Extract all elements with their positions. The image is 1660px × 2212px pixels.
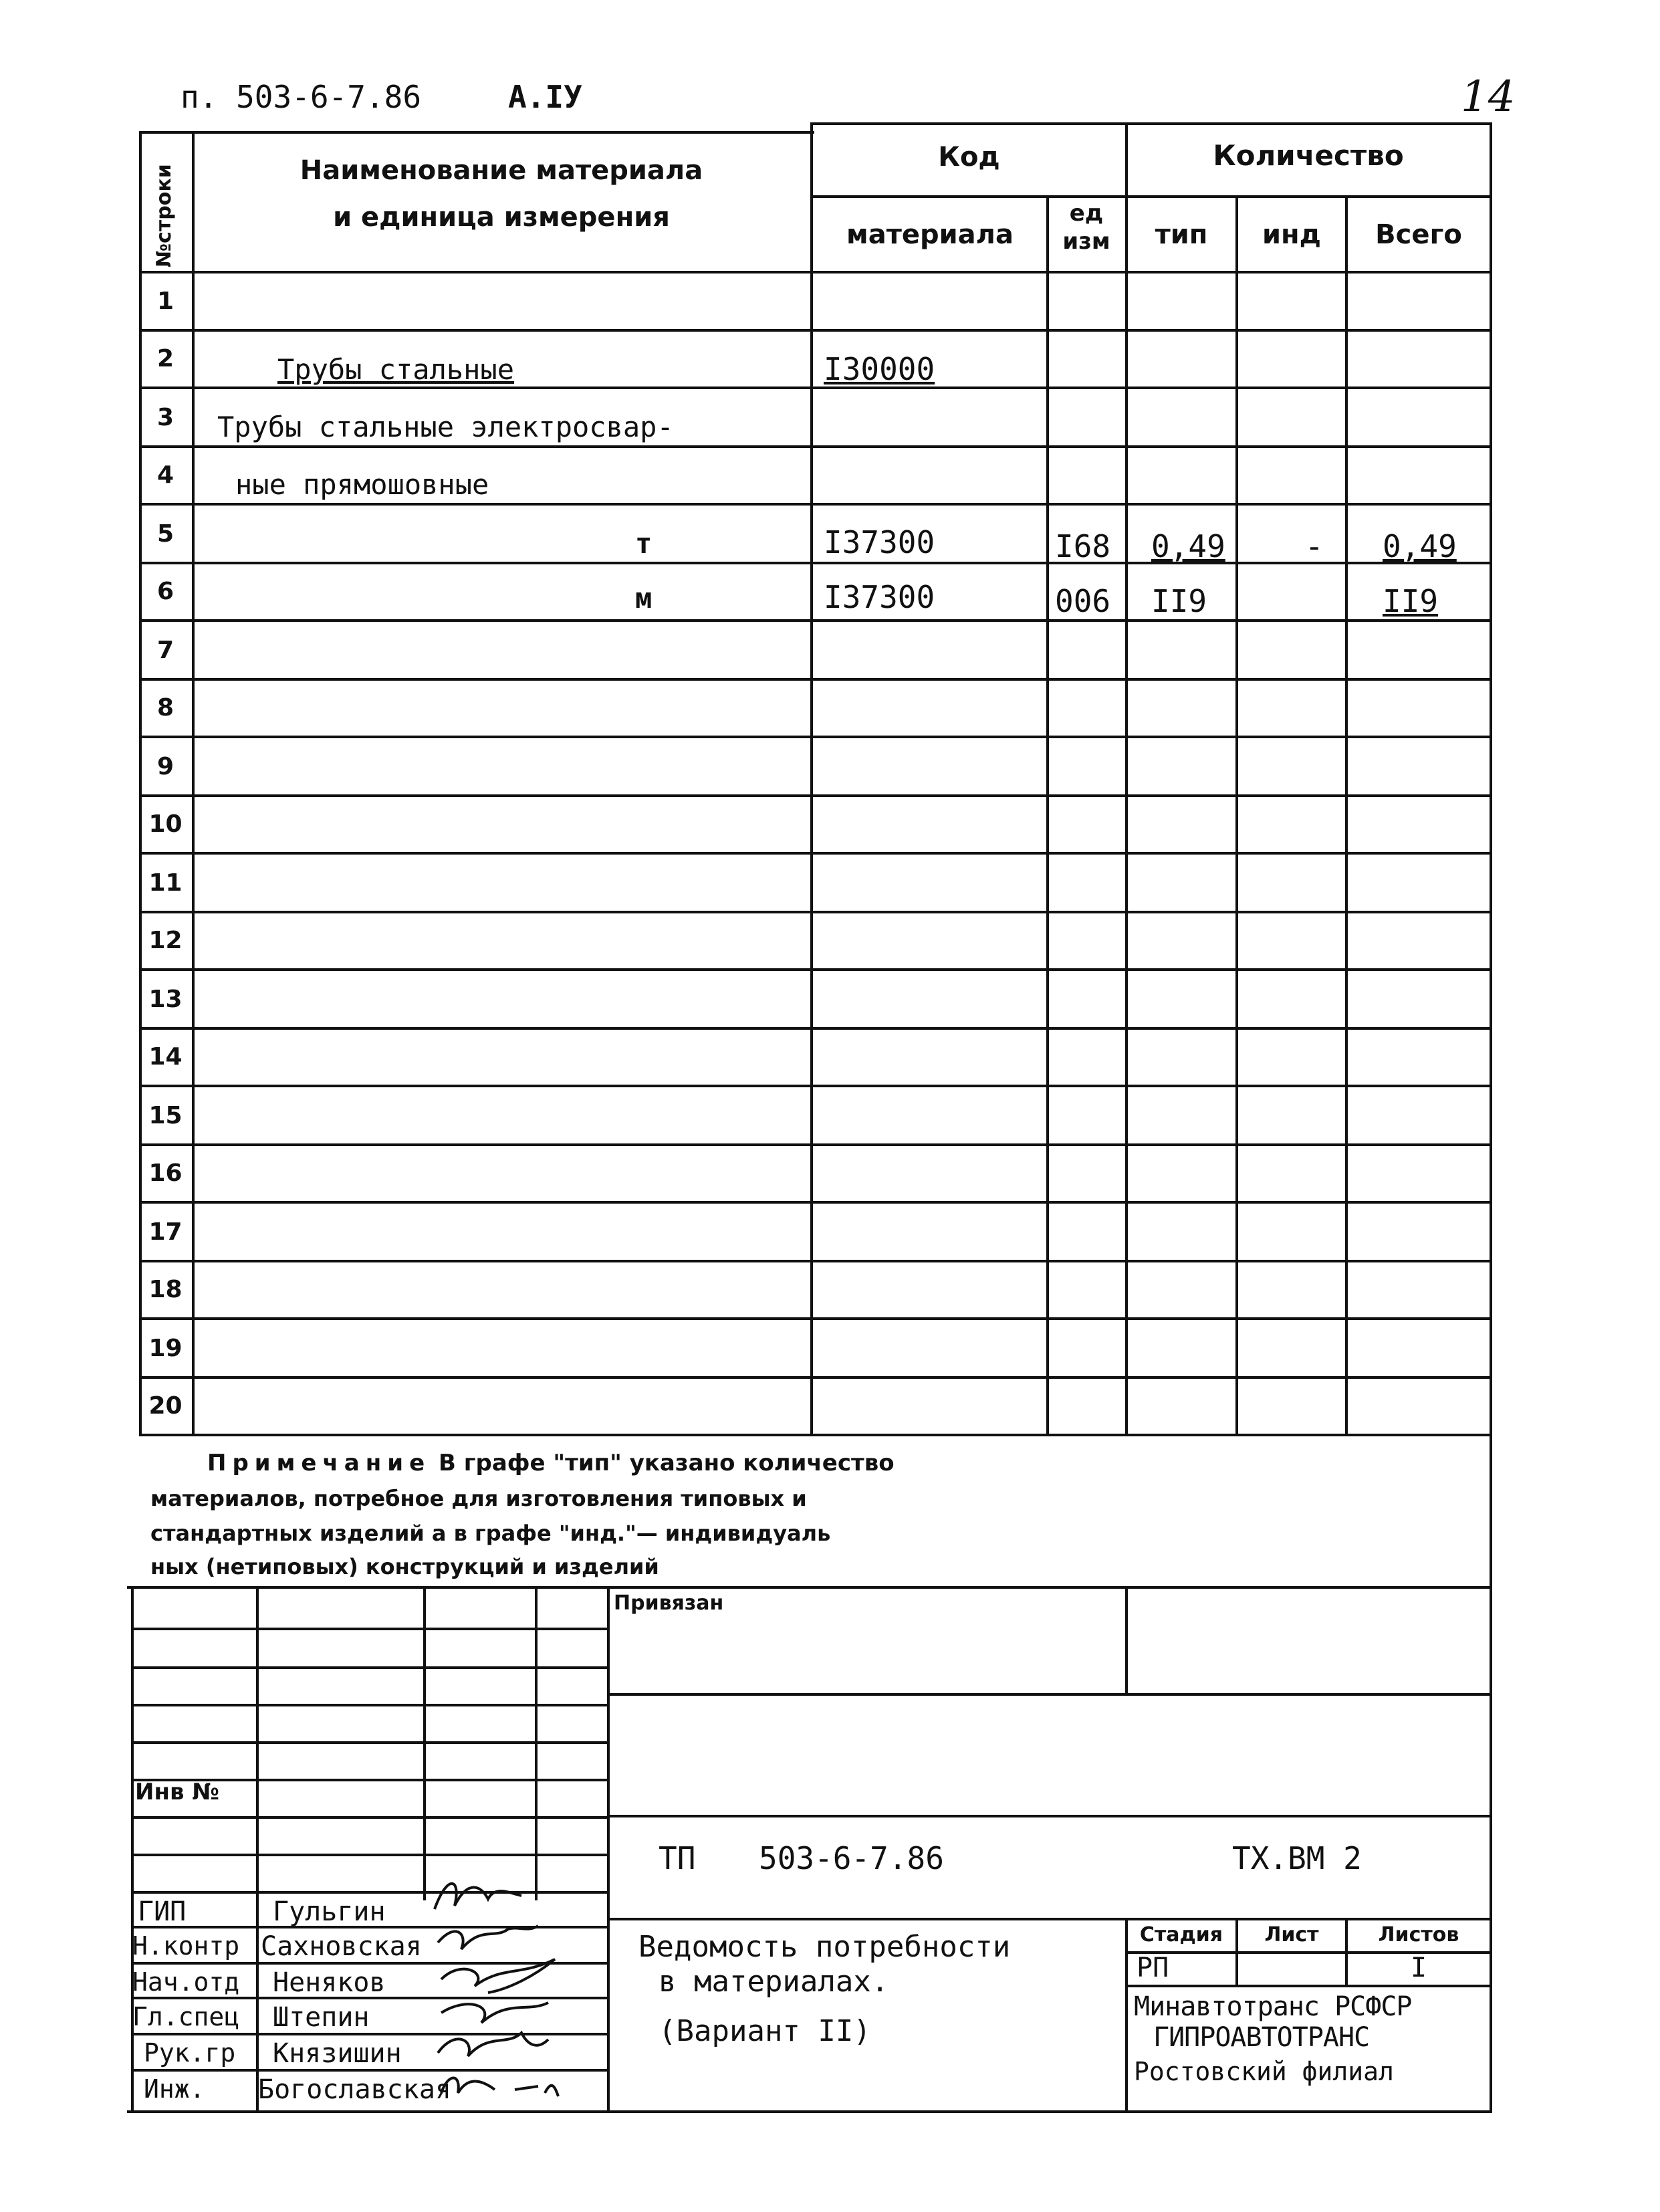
sheets-label: Листов bbox=[1378, 1923, 1459, 1947]
col-qty-total-header: Всего bbox=[1375, 219, 1462, 250]
material-code: I37300 bbox=[824, 579, 935, 615]
row-number: 6 bbox=[156, 578, 174, 605]
qty-type: II9 bbox=[1151, 583, 1207, 619]
album-number: А.IУ bbox=[508, 79, 582, 115]
note-line2: материалов, потребное для изготовления типовых и bbox=[150, 1486, 807, 1511]
col-name-header-line2: и единица измерения bbox=[333, 202, 670, 233]
stage-value: РП bbox=[1137, 1953, 1169, 1983]
row-number: 19 bbox=[148, 1335, 183, 1362]
col-qty-header: Количество bbox=[1213, 139, 1404, 172]
material-name: Трубы стальные электросвар- bbox=[217, 411, 674, 443]
stage-label: Стадия bbox=[1139, 1923, 1223, 1947]
document-title-line2: в материалах. bbox=[659, 1965, 889, 1999]
organization-line3: Ростовский филиал bbox=[1134, 2057, 1394, 2086]
row-number: 13 bbox=[148, 986, 183, 1013]
material-name: ные прямошовные bbox=[235, 468, 489, 501]
col-qty-type-header: тип bbox=[1155, 219, 1208, 250]
handwritten-signatures bbox=[421, 1859, 615, 2113]
signer-role: Н.контр bbox=[132, 1931, 240, 1961]
signer-name: Князишин bbox=[273, 2038, 402, 2069]
organization-line2: ГИПРОАВТОТРАНС bbox=[1153, 2022, 1370, 2053]
row-number: 4 bbox=[156, 461, 174, 489]
material-unit-name: м bbox=[635, 582, 653, 615]
row-number: 5 bbox=[156, 520, 174, 548]
signer-name: Богославская bbox=[258, 2074, 451, 2105]
signer-name: Сахновская bbox=[261, 1931, 422, 1962]
row-number: 1 bbox=[156, 288, 174, 315]
organization-line1: Минавтотранс РСФСР bbox=[1134, 1991, 1412, 2022]
row-number: 11 bbox=[148, 869, 183, 897]
signer-role: Нач.отд bbox=[132, 1967, 240, 1997]
qty-total: 0,49 bbox=[1383, 528, 1457, 564]
row-number: 7 bbox=[156, 637, 174, 664]
signer-role: Гл.спец bbox=[132, 2002, 240, 2031]
document-title-line1: Ведомость потребности bbox=[638, 1930, 1011, 1964]
col-code-unit-header: ед изм bbox=[1062, 200, 1110, 255]
project-code: ТП bbox=[659, 1840, 696, 1876]
note-line4: ных (нетиповых) конструкций и изделий bbox=[150, 1554, 659, 1579]
sheet-label: Лист bbox=[1264, 1923, 1319, 1947]
note-line3: стандартных изделий а в графе "инд."— индивидуаль bbox=[150, 1521, 831, 1546]
page-number: 14 bbox=[1461, 72, 1516, 122]
sheets-value: I bbox=[1410, 1953, 1427, 1983]
signer-role: ГИП bbox=[138, 1896, 187, 1927]
signer-name: Штепин bbox=[273, 2002, 370, 2033]
qty-total: II9 bbox=[1383, 583, 1439, 619]
row-number: 14 bbox=[148, 1043, 183, 1071]
col-rownum-header-rotated: №строки bbox=[152, 164, 176, 267]
qty-type: 0,49 bbox=[1151, 528, 1225, 564]
row-number: 15 bbox=[148, 1102, 183, 1129]
col-name-header-line1: Наименование материала bbox=[300, 155, 703, 186]
signer-role: Рук.гр bbox=[144, 2038, 236, 2068]
row-number: 17 bbox=[148, 1218, 183, 1246]
qty-ind: - bbox=[1305, 528, 1324, 564]
document-title-line3: (Вариант II) bbox=[659, 2014, 871, 2048]
unit-code: I68 bbox=[1055, 528, 1111, 564]
col-code-material-header: материала bbox=[846, 219, 1014, 250]
row-number: 16 bbox=[148, 1159, 183, 1187]
signer-role: Инж. bbox=[144, 2074, 205, 2104]
material-code: I37300 bbox=[824, 524, 935, 560]
project-number: 503-6-7.86 bbox=[759, 1840, 944, 1876]
row-number: 18 bbox=[148, 1276, 183, 1303]
note-line1 bbox=[207, 1450, 895, 1476]
sheet-code: ТХ.ВМ 2 bbox=[1232, 1840, 1362, 1876]
material-code: I30000 bbox=[824, 351, 935, 387]
inv-number-label: Инв № bbox=[135, 1779, 220, 1805]
row-number: 8 bbox=[156, 694, 174, 722]
signer-name: Неняков bbox=[273, 1967, 386, 1998]
row-number: 3 bbox=[156, 404, 174, 431]
privyazan-label: Привязан bbox=[614, 1591, 724, 1615]
col-qty-ind-header: инд bbox=[1262, 219, 1321, 250]
material-name: Трубы стальные bbox=[277, 353, 515, 386]
row-number: 10 bbox=[148, 810, 183, 838]
row-number: 12 bbox=[148, 927, 183, 954]
unit-code: 006 bbox=[1055, 583, 1111, 619]
signer-name: Гульгин bbox=[273, 1896, 386, 1927]
row-number: 20 bbox=[148, 1392, 183, 1420]
note-text: В графе "тип" указано количество bbox=[438, 1450, 895, 1476]
material-unit-name: т bbox=[635, 527, 653, 560]
row-number: 9 bbox=[156, 753, 174, 780]
doc-reference: п. 503-6-7.86 bbox=[181, 79, 422, 115]
note-lead: Примечание bbox=[207, 1450, 431, 1476]
col-code-header: Код bbox=[938, 142, 1000, 173]
row-number: 2 bbox=[156, 345, 174, 372]
